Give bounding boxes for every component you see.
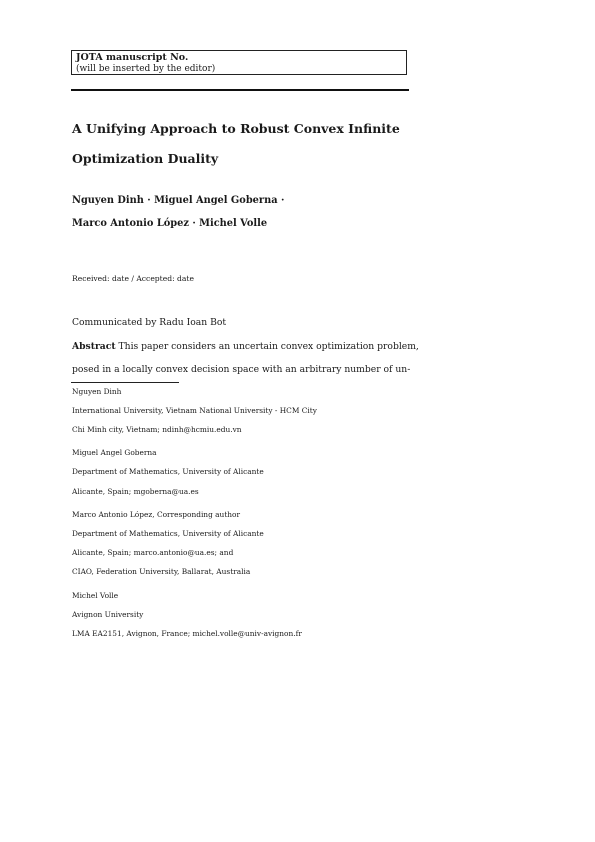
editor-note: (will be inserted by the editor) (76, 64, 216, 74)
abstract-text-1: This paper considers an uncertain convex optimization problem, (118, 341, 419, 352)
abstract-line-2: posed in a locally convex decision space with an arbitrary number of un- (72, 364, 411, 375)
affiliation-dinh-name: Nguyen Dinh (72, 387, 122, 396)
affiliation-lopez-line: CIAO, Federation University, Ballarat, Australia (72, 567, 251, 576)
manuscript-box (71, 50, 407, 75)
communicated-by: Communicated by Radu Ioan Bot (72, 317, 227, 328)
received-accepted: Received: date / Accepted: date (72, 274, 194, 283)
manuscript-number-label: JOTA manuscript No. (76, 52, 189, 63)
footnote-rule (71, 382, 179, 383)
affiliation-volle-line: LMA EA2151, Avignon, France; michel.volle@univ-avignon.fr (72, 629, 302, 638)
affiliation-volle-name: Michel Volle (72, 591, 119, 600)
authors-line-1: Nguyen Dinh · Miguel Angel Goberna · (72, 195, 285, 206)
affiliation-lopez-line: Department of Mathematics, University of Alicante (72, 529, 264, 538)
affiliation-lopez-name: Marco Antonio López, Corresponding author (72, 510, 241, 519)
affiliation-lopez-line: Alicante, Spain; marco.antonio@ua.es; and (72, 548, 234, 557)
paper-title-line-2: Optimization Duality (72, 151, 219, 166)
affiliation-volle-line: Avignon University (72, 610, 144, 619)
affiliation-goberna-line: Department of Mathematics, University of Alicante (72, 467, 264, 476)
affiliation-dinh-line: Chi Minh city, Vietnam; ndinh@hcmiu.edu.vn (72, 425, 242, 434)
paper-title-line-1: A Unifying Approach to Robust Convex Infinite (72, 121, 400, 136)
affiliation-dinh-line: International University, Vietnam National University - HCM City (72, 406, 317, 415)
abstract-line-1 (72, 341, 419, 352)
authors-line-2: Marco Antonio López · Michel Volle (72, 218, 268, 229)
abstract-label: Abstract (72, 341, 116, 352)
affiliation-goberna-line: Alicante, Spain; mgoberna@ua.es (72, 487, 199, 496)
affiliation-goberna-name: Miguel Angel Goberna (72, 448, 157, 457)
header-rule (71, 89, 409, 91)
